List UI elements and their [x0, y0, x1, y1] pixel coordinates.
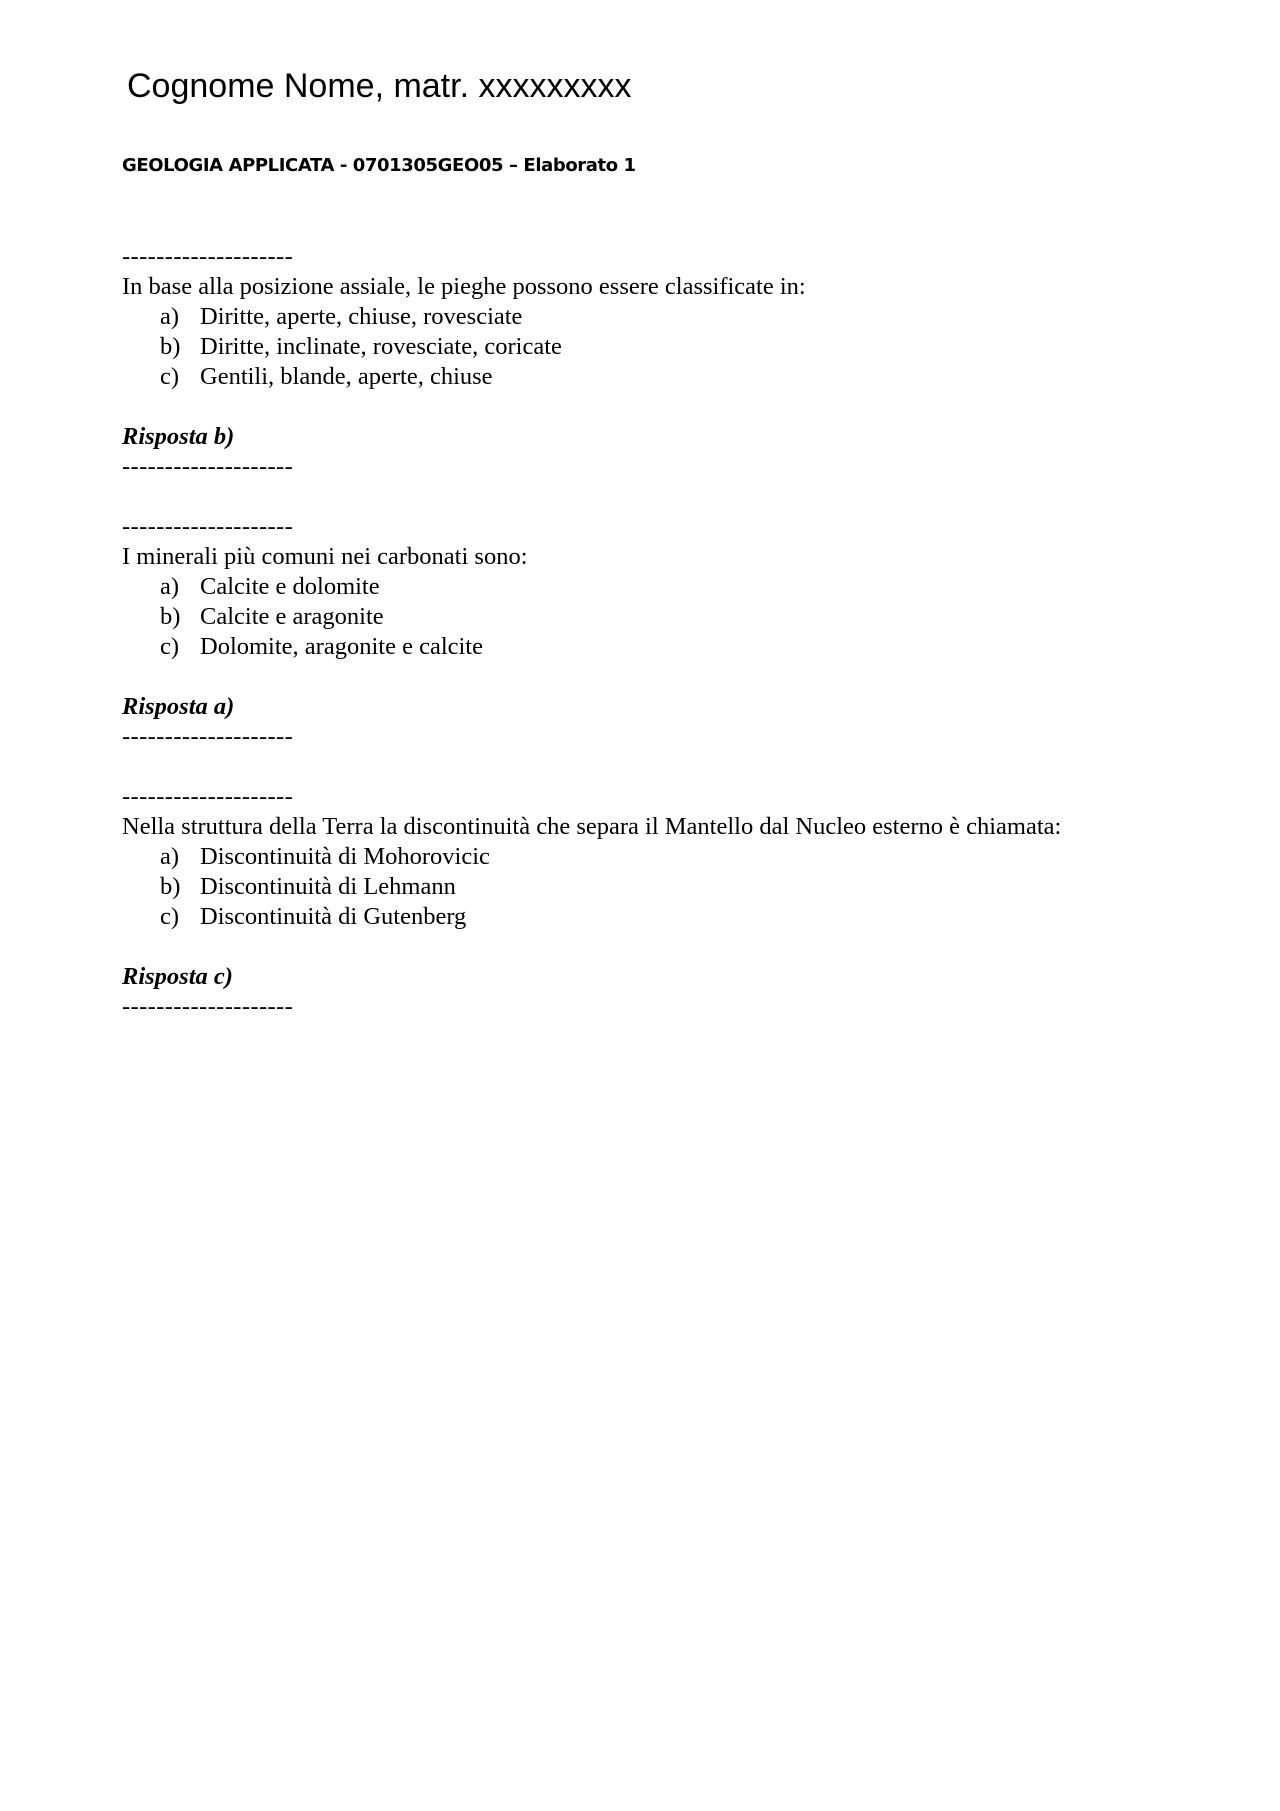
option-letter: c)	[160, 363, 180, 390]
option-letter: b)	[160, 873, 181, 900]
blank-line	[122, 662, 1242, 692]
answer-option	[122, 872, 1242, 902]
answer-option	[122, 842, 1242, 872]
option-text: Gentili, blande, aperte, chiuse	[200, 363, 493, 390]
separator-line: --------------------	[122, 453, 294, 480]
answer-option	[122, 602, 1242, 632]
answer-option	[122, 302, 1242, 332]
answer-option	[122, 902, 1242, 932]
answer-option	[122, 332, 1242, 362]
answer-label: Risposta b)	[122, 423, 235, 450]
option-text: Calcite e dolomite	[200, 573, 380, 600]
separator-line: --------------------	[122, 993, 294, 1020]
option-text: Diritte, inclinate, rovesciate, coricate	[200, 333, 562, 360]
separator-line: --------------------	[122, 513, 294, 540]
question-block	[122, 242, 1242, 482]
question-text: I minerali più comuni nei carbonati sono:	[122, 543, 528, 570]
option-letter: a)	[160, 843, 180, 870]
option-text: Discontinuità di Gutenberg	[200, 903, 467, 930]
question-block	[122, 782, 1242, 1022]
answer-option	[122, 632, 1242, 662]
blank-line	[122, 392, 1242, 422]
option-letter: c)	[160, 633, 180, 660]
separator-line: --------------------	[122, 723, 294, 750]
option-letter: a)	[160, 573, 180, 600]
student-name-line: Cognome Nome, matr. xxxxxxxxx	[127, 67, 632, 105]
course-title: GEOLOGIA APPLICATA - 0701305GEO05 – Elaborato 1	[122, 155, 636, 176]
option-text: Discontinuità di Lehmann	[200, 873, 456, 900]
option-letter: b)	[160, 603, 181, 630]
option-letter: c)	[160, 903, 180, 930]
answer-label: Risposta c)	[122, 963, 233, 990]
blank-line	[122, 932, 1242, 962]
option-text: Calcite e aragonite	[200, 603, 384, 630]
option-letter: a)	[160, 303, 180, 330]
question-text: Nella struttura della Terra la discontinuità che separa il Mantello dal Nucleo esterno è chiamata:	[122, 813, 1062, 840]
blank-line	[122, 752, 1242, 782]
answer-label: Risposta a)	[122, 693, 235, 720]
option-text: Dolomite, aragonite e calcite	[200, 633, 483, 660]
option-letter: b)	[160, 333, 181, 360]
answer-option	[122, 572, 1242, 602]
option-text: Diritte, aperte, chiuse, rovesciate	[200, 303, 523, 330]
separator-line: --------------------	[122, 783, 294, 810]
question-text: In base alla posizione assiale, le pieghe possono essere classificate in:	[122, 273, 806, 300]
blank-line	[122, 482, 1242, 512]
questions-body	[122, 242, 1242, 1022]
option-text: Discontinuità di Mohorovicic	[200, 843, 490, 870]
question-block	[122, 512, 1242, 752]
separator-line: --------------------	[122, 243, 294, 270]
answer-option	[122, 362, 1242, 392]
